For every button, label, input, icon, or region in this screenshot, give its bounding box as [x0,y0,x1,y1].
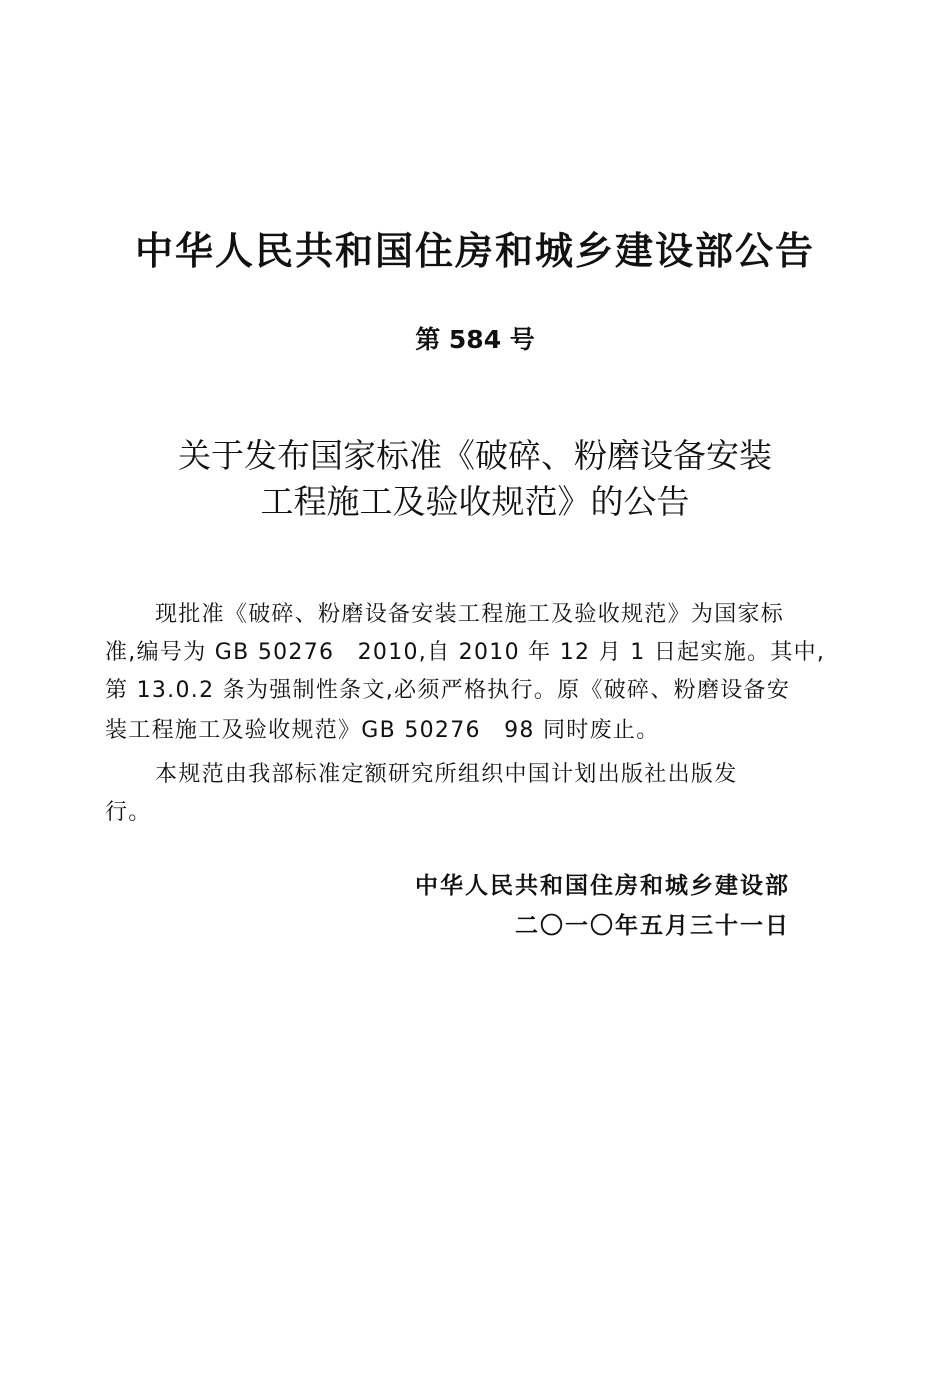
body-paragraph-1-line-4: 装工程施工及验收规范》GB 50276 98 同时废止。 [105,718,660,743]
body-paragraph-2-line-2: 行。 [105,800,152,825]
signature-date: 二〇一〇年五月三十一日 [515,913,790,939]
signature-organization: 中华人民共和国住房和城乡建设部 [415,873,790,899]
announcement-subtitle-line-1: 关于发布国家标准《破碎、粉磨设备安装 [178,436,772,475]
body-paragraph-1-line-3: 第 13.0.2 条为强制性条文,必须严格执行。原《破碎、粉磨设备安 [105,678,791,703]
announcement-title: 中华人民共和国住房和城乡建设部公告 [134,229,815,273]
body-paragraph-1-line-2: 准,编号为 GB 50276 2010,自 2010 年 12 月 1 日起实施。其中, [105,640,826,665]
announcement-number: 第 584 号 [415,325,535,354]
body-paragraph-1-line-1: 现批准《破碎、粉磨设备安装工程施工及验收规范》为国家标 [155,602,785,627]
announcement-subtitle-line-2: 工程施工及验收规范》的公告 [260,482,690,521]
body-paragraph-2-line-1: 本规范由我部标准定额研究所组织中国计划出版社出版发 [155,762,738,787]
